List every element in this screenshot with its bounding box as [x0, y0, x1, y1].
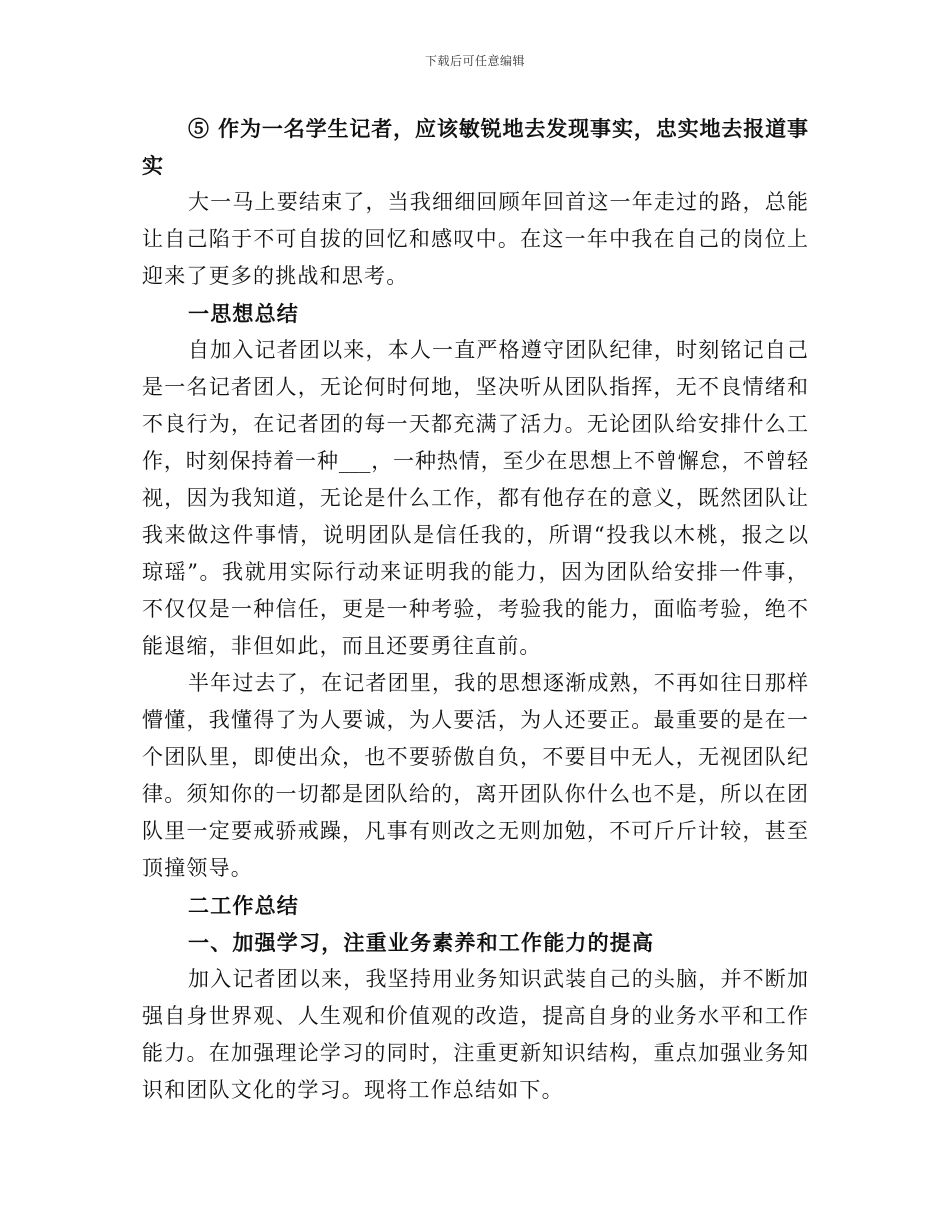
- paragraph-line: 让自己陷于不可自拔的回忆和感叹中。在这一年中我在自己的岗位上: [142, 227, 808, 251]
- paragraph-line: 个团队里，即使出众，也不要骄傲自负，不要目中无人，无视团队纪: [142, 745, 808, 769]
- paragraph-line: 识和团队文化的学习。现将工作总结如下。: [142, 1078, 564, 1102]
- title-line: ⑤ 作为一名学生记者，应该敏锐地去发现事实，忠实地去报道事: [188, 116, 808, 141]
- paragraph-line: 顶撞领导。: [142, 856, 253, 880]
- paragraph-line: 琼瑶”。我就用实际行动来证明我的能力，因为团队给安排一件事，: [142, 560, 808, 584]
- paragraph-line: 强自身世界观、人生观和价值观的改造，提高自身的业务水平和工作: [142, 1004, 808, 1028]
- paragraph-line: 律。须知你的一切都是团队给的，离开团队你什么也不是，所以在团: [142, 782, 808, 806]
- paragraph-line: 半年过去了，在记者团里，我的思想逐渐成熟，不再如往日那样: [188, 671, 808, 695]
- title-line: 实: [142, 153, 165, 178]
- paragraph-line: 不仅仅是一种信任，更是一种考验，考验我的能力，面临考验，绝不: [142, 597, 808, 621]
- paragraph-line: 自加入记者团以来，本人一直严格遵守团队纪律，时刻铭记自己: [188, 338, 808, 362]
- heading-line: 一思想总结: [188, 301, 299, 326]
- section-title: [142, 110, 808, 184]
- paragraph-line: 视，因为我知道，无论是什么工作，都有他存在的意义，既然团队让: [142, 486, 808, 510]
- paragraph-maturity: [142, 665, 808, 887]
- paragraph-line: 是一名记者团人，无论何时何地，坚决听从团队指挥，无不良情绪和: [142, 375, 808, 399]
- paragraph-line: 能退缩，非但如此，而且还要勇往直前。: [142, 634, 542, 658]
- paragraph-intro: [142, 184, 808, 295]
- paragraph-line: 我来做这件事情，说明团队是信任我的，所谓“投我以木桃，报之以: [142, 523, 808, 547]
- paragraph-line: 作，时刻保持着一种___，一种热情，至少在思想上不曾懈怠，不曾轻: [142, 449, 808, 473]
- paragraph-line: 能力。在加强理论学习的同时，注重更新知识结构，重点加强业务知: [142, 1041, 808, 1065]
- paragraph-discipline: [142, 332, 808, 665]
- paragraph-line: 懵懂，我懂得了为人要诚，为人要活，为人还要正。最重要的是在一: [142, 708, 808, 732]
- heading-line: 一、加强学习，注重业务素养和工作能力的提高: [188, 930, 655, 955]
- page-header: 下载后可任意编辑: [424, 54, 525, 68]
- paragraph-line: 加入记者团以来，我坚持用业务知识武装自己的头脑，并不断加: [188, 967, 808, 991]
- heading-thought-summary: [142, 295, 808, 332]
- document-body: [142, 110, 808, 1109]
- paragraph-line: 大一马上要结束了，当我细细回顾年回首这一年走过的路，总能: [188, 190, 808, 214]
- heading-work-summary: [142, 887, 808, 924]
- subheading-strengthen-learning: [142, 924, 808, 961]
- heading-line: 二工作总结: [188, 893, 299, 918]
- paragraph-line: 迎来了更多的挑战和思考。: [142, 264, 409, 288]
- paragraph-line: 队里一定要戒骄戒躁，凡事有则改之无则加勉，不可斤斤计较，甚至: [142, 819, 808, 843]
- paragraph-line: 不良行为，在记者团的每一天都充满了活力。无论团队给安排什么工: [142, 412, 808, 436]
- paragraph-learning: [142, 961, 808, 1109]
